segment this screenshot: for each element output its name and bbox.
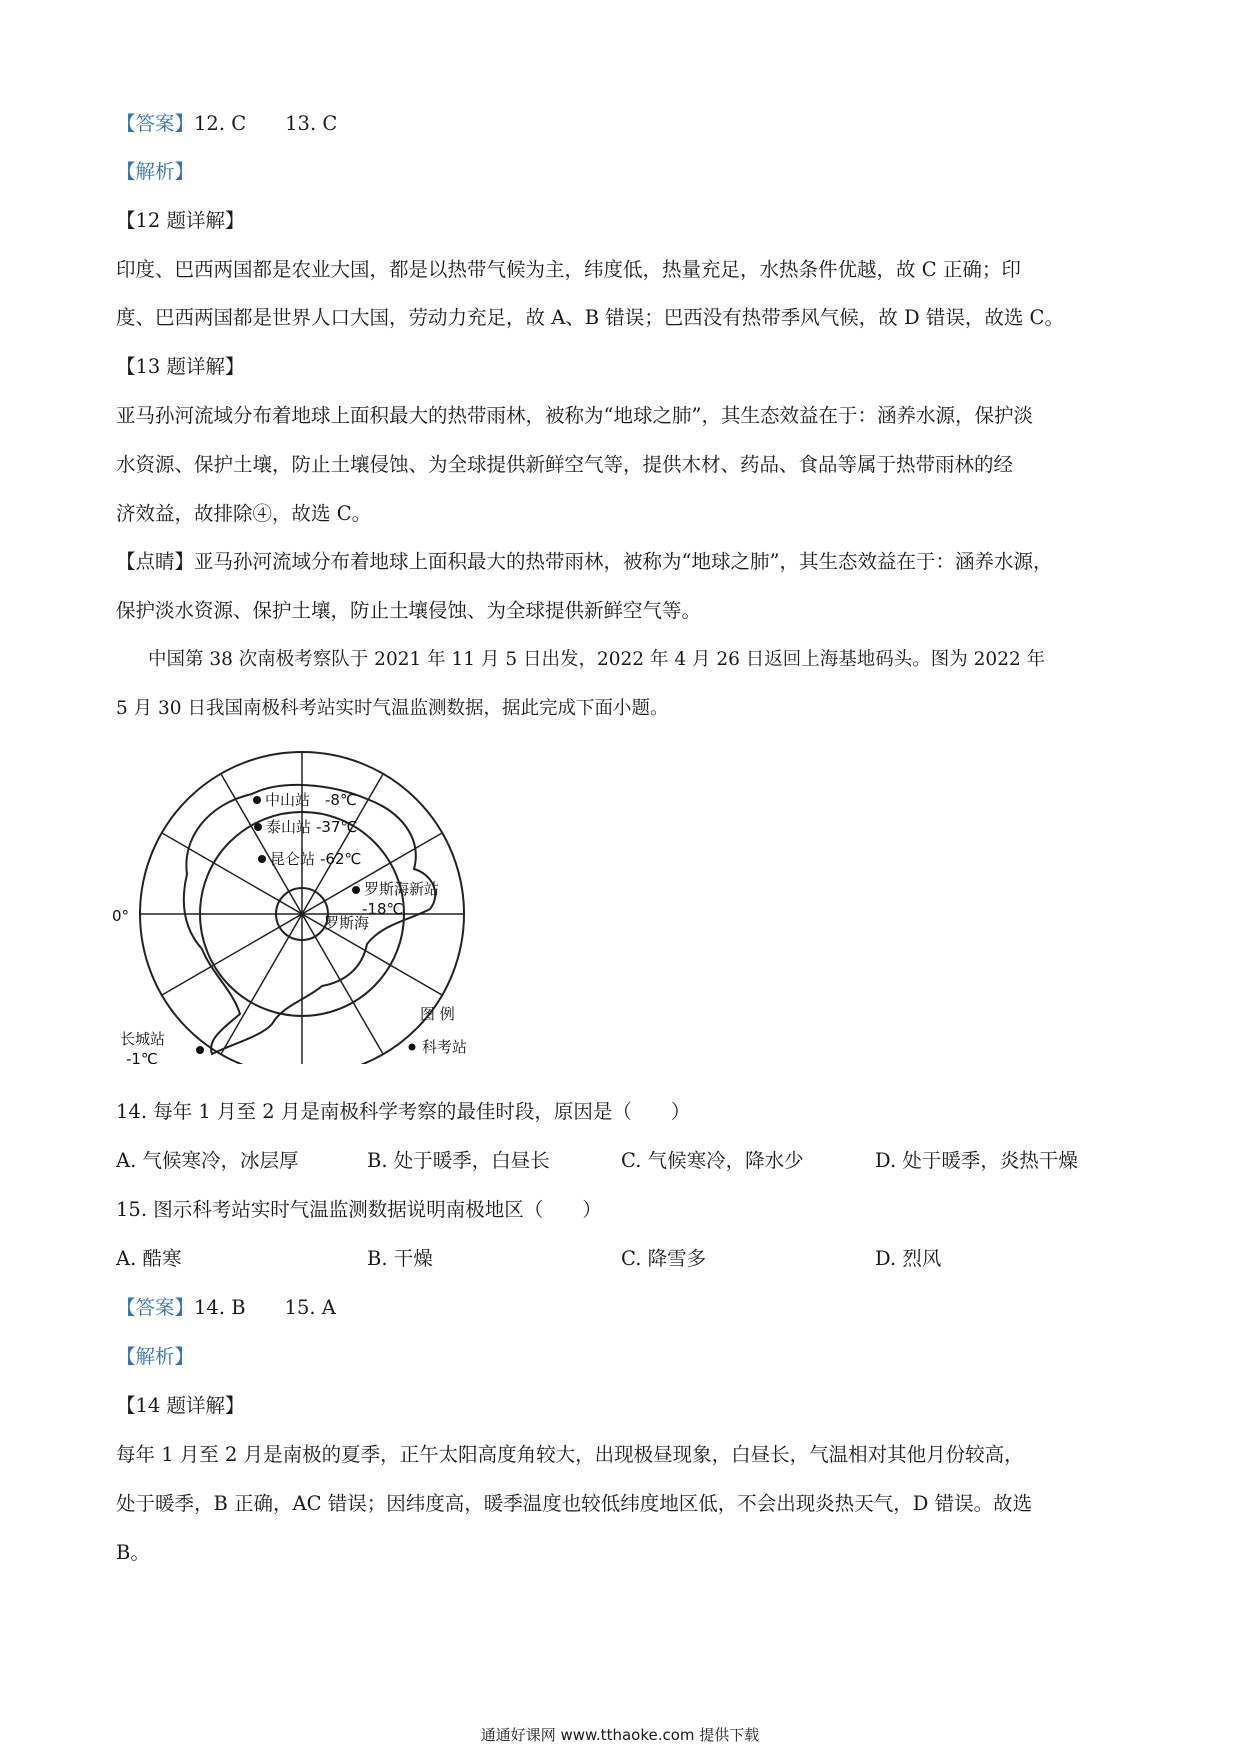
q14-text-line: 每年 1 月至 2 月是南极的夏季，正午太阳高度角较大，出现极昼现象，白昼长，气温相对其他月份较高，	[116, 1443, 1024, 1466]
station-label: 罗斯海新站	[364, 880, 440, 898]
answer-text: 14. B 15. A	[194, 1296, 336, 1319]
station-temp: -1℃	[126, 1050, 158, 1064]
answer-tag: 【答案】	[116, 112, 195, 135]
answer-line-2	[116, 1292, 336, 1320]
analysis-heading: 【解析】	[116, 1345, 195, 1368]
station-temp: -8℃	[325, 791, 357, 809]
sea-label: 罗斯海	[324, 914, 370, 932]
q14-option-b: B. 处于暖季，白昼长	[367, 1149, 550, 1172]
q15-option-c: C. 降雪多	[621, 1247, 707, 1270]
q13-text-line: 水资源、保护土壤，防止土壤侵蚀、为全球提供新鲜空气等，提供木材、药品、食品等属于热带雨林的经	[116, 453, 1014, 476]
q15-option-a: A. 酷寒	[116, 1247, 182, 1270]
station-dot	[254, 823, 262, 831]
q13-detail-heading: 【13 题详解】	[116, 355, 245, 378]
q12-detail-heading: 【12 题详解】	[116, 209, 245, 232]
q15-option-b: B. 干燥	[367, 1247, 433, 1270]
q15-stem: 15. 图示科考站实时气温监测数据说明南极地区（ ）	[116, 1198, 602, 1221]
intro-line: 5 月 30 日我国南极科考站实时气温监测数据，据此完成下面小题。	[116, 698, 669, 719]
tip-line: 保护淡水资源、保护土壤，防止土壤侵蚀、为全球提供新鲜空气等。	[116, 599, 702, 622]
q14-detail-heading: 【14 题详解】	[116, 1394, 245, 1417]
station-dot	[253, 796, 261, 804]
q14-option-a: A. 气候寒冷，冰层厚	[116, 1149, 299, 1172]
legend-dot	[409, 1044, 416, 1051]
station-dot	[352, 886, 360, 894]
answer-line-1	[116, 108, 337, 136]
station-temp: -18℃	[362, 900, 404, 918]
answer-text: 12. C 13. C	[194, 112, 338, 135]
station-temp: -37℃	[316, 818, 358, 836]
station-label: 泰山站	[266, 818, 312, 836]
q14-text-line: 处于暖季，B 正确，AC 错误；因纬度高，暖季温度也较低纬度地区低，不会出现炎热天气，D 错误。故选	[116, 1492, 1033, 1515]
q15-option-d: D. 烈风	[875, 1247, 942, 1270]
station-temp: -62℃	[320, 850, 362, 868]
legend-title: 图 例	[420, 1005, 455, 1023]
q12-text-line: 度、巴西两国都是世界人口大国，劳动力充足，故 A、B 错误；巴西没有热带季风气候，故 D 错误，故选 C。	[116, 306, 1064, 329]
answer-tag: 【答案】	[116, 1296, 195, 1319]
page-footer: 通通好课网 www.tthaoke.com 提供下载	[480, 1726, 760, 1744]
station-label: 长城站	[120, 1030, 166, 1048]
tip-line: 【点睛】亚马孙河流域分布着地球上面积最大的热带雨林，被称为“地球之肺”，其生态效益在于：涵养水源，	[116, 550, 1053, 573]
station-dot	[258, 855, 266, 863]
q14-stem: 14. 每年 1 月至 2 月是南极科学考察的最佳时段，原因是（ ）	[116, 1100, 691, 1123]
meridian-label: 0°	[112, 907, 130, 925]
antarctica-map	[112, 744, 532, 1064]
q13-text-line: 亚马孙河流域分布着地球上面积最大的热带雨林，被称为“地球之肺”，其生态效益在于：涵养水源，保护淡	[116, 404, 1033, 427]
q13-text-line: 济效益，故排除④，故选 C。	[116, 502, 372, 525]
q14-text-line: B。	[116, 1541, 150, 1564]
q14-option-d: D. 处于暖季，炎热干燥	[875, 1149, 1078, 1172]
legend-item: 科考站	[422, 1038, 468, 1056]
station-dot	[196, 1046, 204, 1054]
analysis-heading: 【解析】	[116, 160, 195, 183]
q12-text-line: 印度、巴西两国都是农业大国，都是以热带气候为主，纬度低，热量充足，水热条件优越，故 C 正确；印	[116, 258, 1021, 281]
intro-line: 中国第 38 次南极考察队于 2021 年 11 月 5 日出发，2022 年 4 月 26 日返回上海基地码头。图为 2022 年	[148, 649, 1046, 670]
q14-option-c: C. 气候寒冷，降水少	[621, 1149, 804, 1172]
station-label: 昆仑站	[270, 850, 316, 868]
station-label: 中山站	[265, 791, 311, 809]
